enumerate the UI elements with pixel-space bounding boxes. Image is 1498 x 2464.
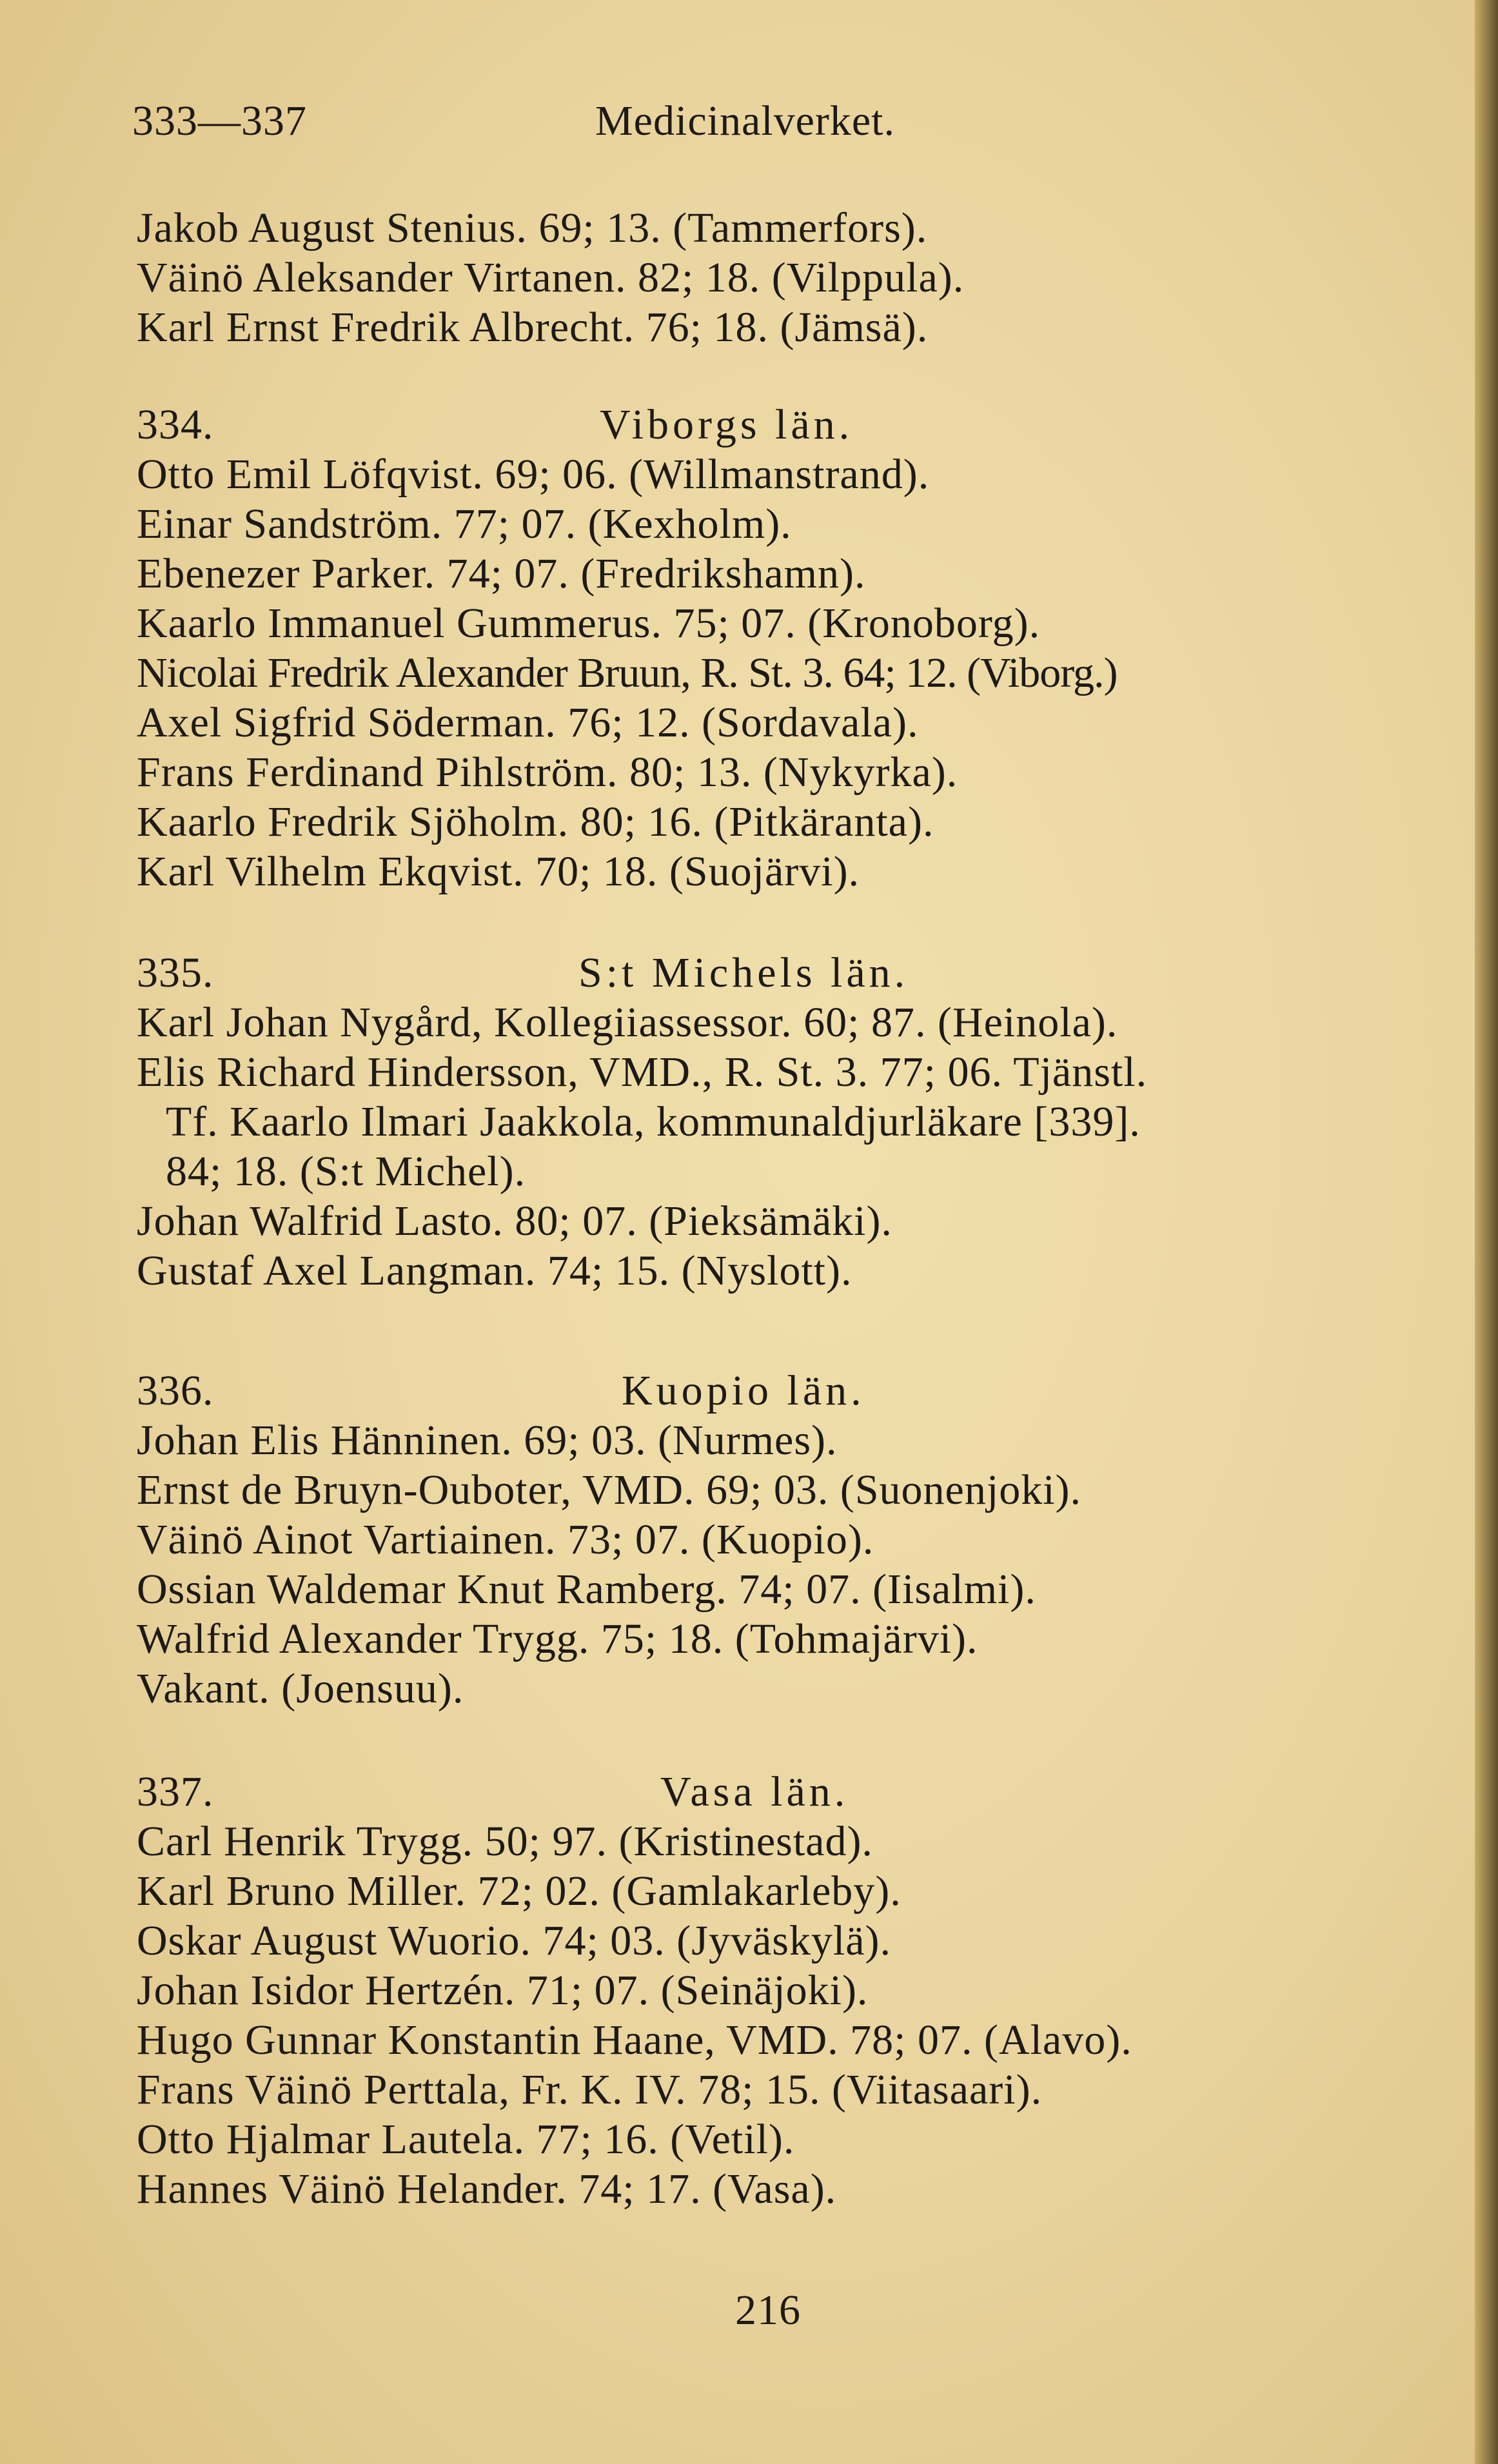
section-number: 336. [137,1367,214,1414]
entry-line: Karl Johan Nygård, Kollegiiassessor. 60; 87. (Heinola). [137,999,1118,1046]
section-333-continuation [137,203,1459,352]
section-heading [137,1767,1459,1817]
section-336 [137,1366,1459,1713]
running-header [132,97,1422,161]
entry-line: Ossian Waldemar Knut Ramberg. 74; 07. (Iisalmi). [137,1566,1036,1613]
entry-line: Hannes Väinö Helander. 74; 17. (Vasa). [137,2165,837,2213]
section-name: Viborgs län. [600,401,854,448]
header-section-range: 333—337 [132,97,307,144]
page-edge [1475,0,1498,2464]
section-number: 335. [137,949,214,996]
entry-line: Vakant. (Joensuu). [137,1665,464,1712]
header-title: Medicinalverket. [595,97,895,144]
section-name: Vasa län. [660,1768,849,1815]
entry-line: Einar Sandström. 77; 07. (Kexholm). [137,500,792,547]
entry-line: Otto Hjalmar Lautela. 77; 16. (Vetil). [137,2116,795,2163]
entry-line: Otto Emil Löfqvist. 69; 06. (Willmanstrand). [137,451,930,498]
entry-line: Frans Väinö Perttala, Fr. K. IV. 78; 15. (Viitasaari). [137,2066,1043,2113]
entry-line: Väinö Aleksander Virtanen. 82; 18. (Vilppula). [137,254,965,301]
entry-line: Ernst de Bruyn-Ouboter, VMD. 69; 03. (Suonenjoki). [137,1466,1082,1513]
entry-line: Carl Henrik Trygg. 50; 97. (Kristinestad). [137,1818,873,1865]
section-337 [137,1767,1459,2214]
entry-line: Kaarlo Fredrik Sjöholm. 80; 16. (Pitkäranta). [137,798,934,845]
entry-line: Karl Ernst Fredrik Albrecht. 76; 18. (Jämsä). [137,304,929,351]
entry-line: Karl Bruno Miller. 72; 02. (Gamlakarleby). [137,1868,902,1915]
page-number: 216 [735,2287,801,2334]
section-heading [137,400,1459,449]
entry-line: Johan Isidor Hertzén. 71; 07. (Seinäjoki). [137,1967,869,2014]
entry-line: Johan Elis Hänninen. 69; 03. (Nurmes). [137,1417,838,1464]
section-number: 337. [137,1768,214,1815]
section-heading [137,948,1459,998]
entry-line: Karl Vilhelm Ekqvist. 70; 18. (Suojärvi). [137,848,860,895]
entry-line: Johan Walfrid Lasto. 80; 07. (Pieksämäki). [137,1198,892,1245]
entry-line: Elis Richard Hindersson, VMD., R. St. 3. 77; 06. Tjänstl. [137,1049,1148,1096]
section-name: S:t Michels län. [578,949,909,996]
entry-line: Hugo Gunnar Konstantin Haane, VMD. 78; 07. (Alavo). [137,2016,1132,2064]
entry-line: Oskar August Wuorio. 74; 03. (Jyväskylä). [137,1917,892,1964]
section-334 [137,400,1459,896]
entry-line: Nicolai Fredrik Alexander Bruun, R. St. 3. 64; 12. (Viborg.) [137,649,1118,696]
entry-line: Gustaf Axel Langman. 74; 15. (Nyslott). [137,1247,852,1294]
entry-line: Ebenezer Parker. 74; 07. (Fredrikshamn). [137,550,866,597]
section-heading [137,1366,1459,1415]
entry-line: Frans Ferdinand Pihlström. 80; 13. (Nykyrka). [137,749,958,796]
entry-line: 84; 18. (S:t Michel). [166,1148,526,1195]
entry-line: Kaarlo Immanuel Gummerus. 75; 07. (Kronoborg). [137,600,1041,647]
entry-line: Väinö Ainot Vartiainen. 73; 07. (Kuopio). [137,1516,874,1563]
entry-line: Jakob August Stenius. 69; 13. (Tammerfors). [137,204,928,251]
section-name: Kuopio län. [622,1367,865,1414]
entry-line: Axel Sigfrid Söderman. 76; 12. (Sordavala). [137,699,919,746]
section-335 [137,948,1459,1296]
section-number: 334. [137,401,214,448]
entry-line: Tf. Kaarlo Ilmari Jaakkola, kommunaldjurläkare [339]. [166,1098,1141,1145]
entry-line: Walfrid Alexander Trygg. 75; 18. (Tohmajärvi). [137,1615,978,1662]
